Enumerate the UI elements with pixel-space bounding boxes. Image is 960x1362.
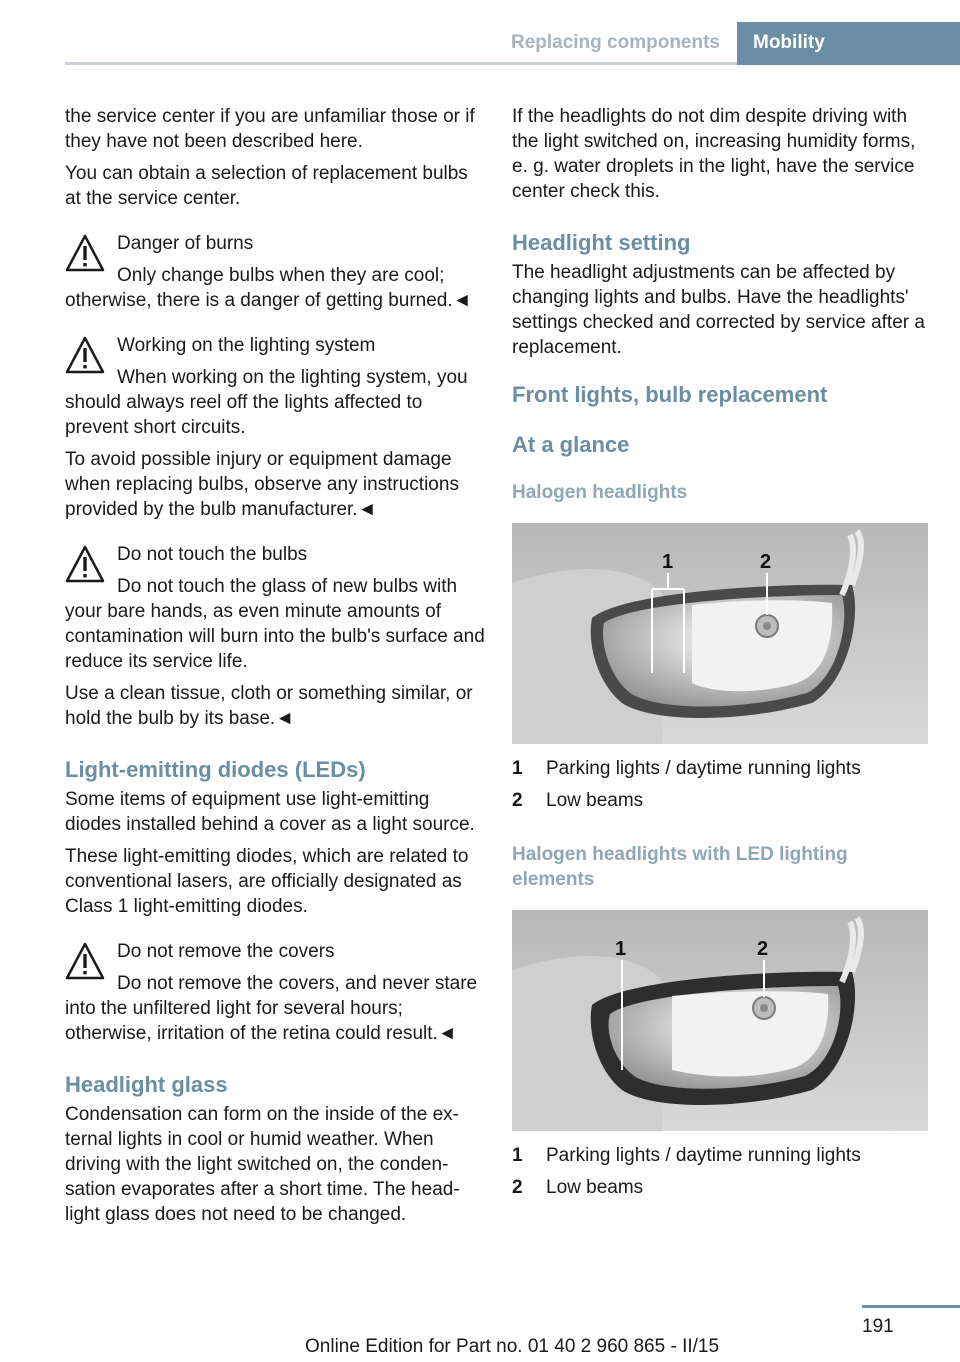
warning-title: Do not touch the bulbs [117, 544, 308, 565]
edition-note: Online Edition for Part no. 01 40 2 960 865 - II/15 [305, 1336, 720, 1357]
paragraph: Condensation can form on the inside of the external lights in cool or humid weather. When driving with the light switched on, the condensation evaporates after a short time. The headlight glass does not need to be changed. [65, 1104, 460, 1225]
section-heading: Headlight glass [65, 1072, 228, 1097]
legend-number: 1 [512, 1145, 523, 1166]
legend-number: 1 [512, 758, 523, 779]
legend-item [512, 1175, 928, 1207]
paragraph: The headlight adjustments can be affected by changing lights and bulbs. Have the headlights' settings checked and corrected by service after a replacement. [512, 262, 925, 358]
warning-triangle-icon [65, 941, 105, 981]
paragraph: Some items of equipment use light-emitting diodes installed behind a cover as a light source. [65, 789, 475, 835]
header-section-title: Replacing components [510, 32, 720, 53]
section-heading: Light-emitting diodes (LEDs) [65, 757, 366, 782]
paragraph: To avoid possible injury or equipment damage when replacing bulbs, observe any instructions provided by the bulb manufacturer.◄ [65, 449, 459, 520]
warning-block [65, 540, 485, 674]
warning-title: Working on the lighting system [117, 335, 376, 356]
paragraph: You can obtain a selection of replacement bulbs at the service center. [65, 163, 468, 209]
paragraph: If the headlights do not dim despite driving with the light switched on, increasing humidity forms, e. g. water droplets in the light, have the service center check this. [512, 106, 916, 202]
minor-heading: Halogen headlights with LED lighting elements [512, 844, 848, 890]
warning-block [65, 937, 485, 1046]
legend-text: Low beams [546, 1177, 644, 1198]
callout-label: 1 [662, 551, 674, 573]
legend-item [512, 788, 928, 820]
figure-legend [512, 756, 928, 820]
callout-label: 2 [757, 938, 769, 960]
page-number: 191 [862, 1316, 894, 1337]
chapter-heading: Front lights, bulb replacement [512, 382, 828, 407]
warning-triangle-icon [65, 233, 105, 273]
callout-label: 1 [615, 938, 627, 960]
right-column [512, 104, 928, 1207]
warning-text: Do not touch the glass of new bulbs with your bare hands, as even minute amounts of contamination will burn into the bulb's surface and reduce its service life. [65, 576, 485, 672]
warning-text: Only change bulbs when they are cool; otherwise, there is a danger of getting burned.◄ [65, 265, 472, 311]
subsection-heading: At a glance [512, 432, 630, 457]
figure-legend [512, 1143, 928, 1207]
callout-label: 2 [760, 551, 772, 573]
paragraph: the service center if you are unfamiliar those or if they have not been described here. [65, 106, 475, 152]
minor-heading: Halogen headlights [512, 482, 688, 503]
halogen-led-headlight-illustration [512, 910, 928, 1131]
paragraph: Use a clean tissue, cloth or something similar, or hold the bulb by its base.◄ [65, 683, 473, 729]
legend-text: Parking lights / daytime running lights [546, 758, 861, 779]
footer-rule [862, 1305, 960, 1308]
header-tab: Mobility [737, 22, 960, 65]
warning-text: When working on the lighting system, you should always reel off the lights affected to prevent short circuits. [65, 367, 468, 438]
legend-text: Low beams [546, 790, 644, 811]
warning-title: Danger of burns [117, 233, 254, 254]
halogen-headlight-illustration [512, 523, 928, 744]
legend-item [512, 1143, 928, 1175]
left-column [65, 104, 485, 1234]
section-heading: Headlight setting [512, 230, 691, 255]
warning-triangle-icon [65, 335, 105, 375]
warning-triangle-icon [65, 544, 105, 584]
legend-number: 2 [512, 1177, 523, 1198]
warning-block [65, 331, 485, 440]
legend-item [512, 756, 928, 788]
warning-text: Do not remove the covers, and never stare into the unfiltered light for several hours; otherwise, irritation of the retina could result.◄ [65, 973, 478, 1044]
legend-number: 2 [512, 790, 523, 811]
header-rule [65, 62, 737, 65]
warning-block [65, 229, 485, 313]
warning-title: Do not remove the covers [117, 941, 335, 962]
legend-text: Parking lights / daytime running lights [546, 1145, 861, 1166]
paragraph: These light-emitting diodes, which are related to conventional lasers, are officially designated as Class 1 light-emitting diodes. [65, 846, 469, 917]
